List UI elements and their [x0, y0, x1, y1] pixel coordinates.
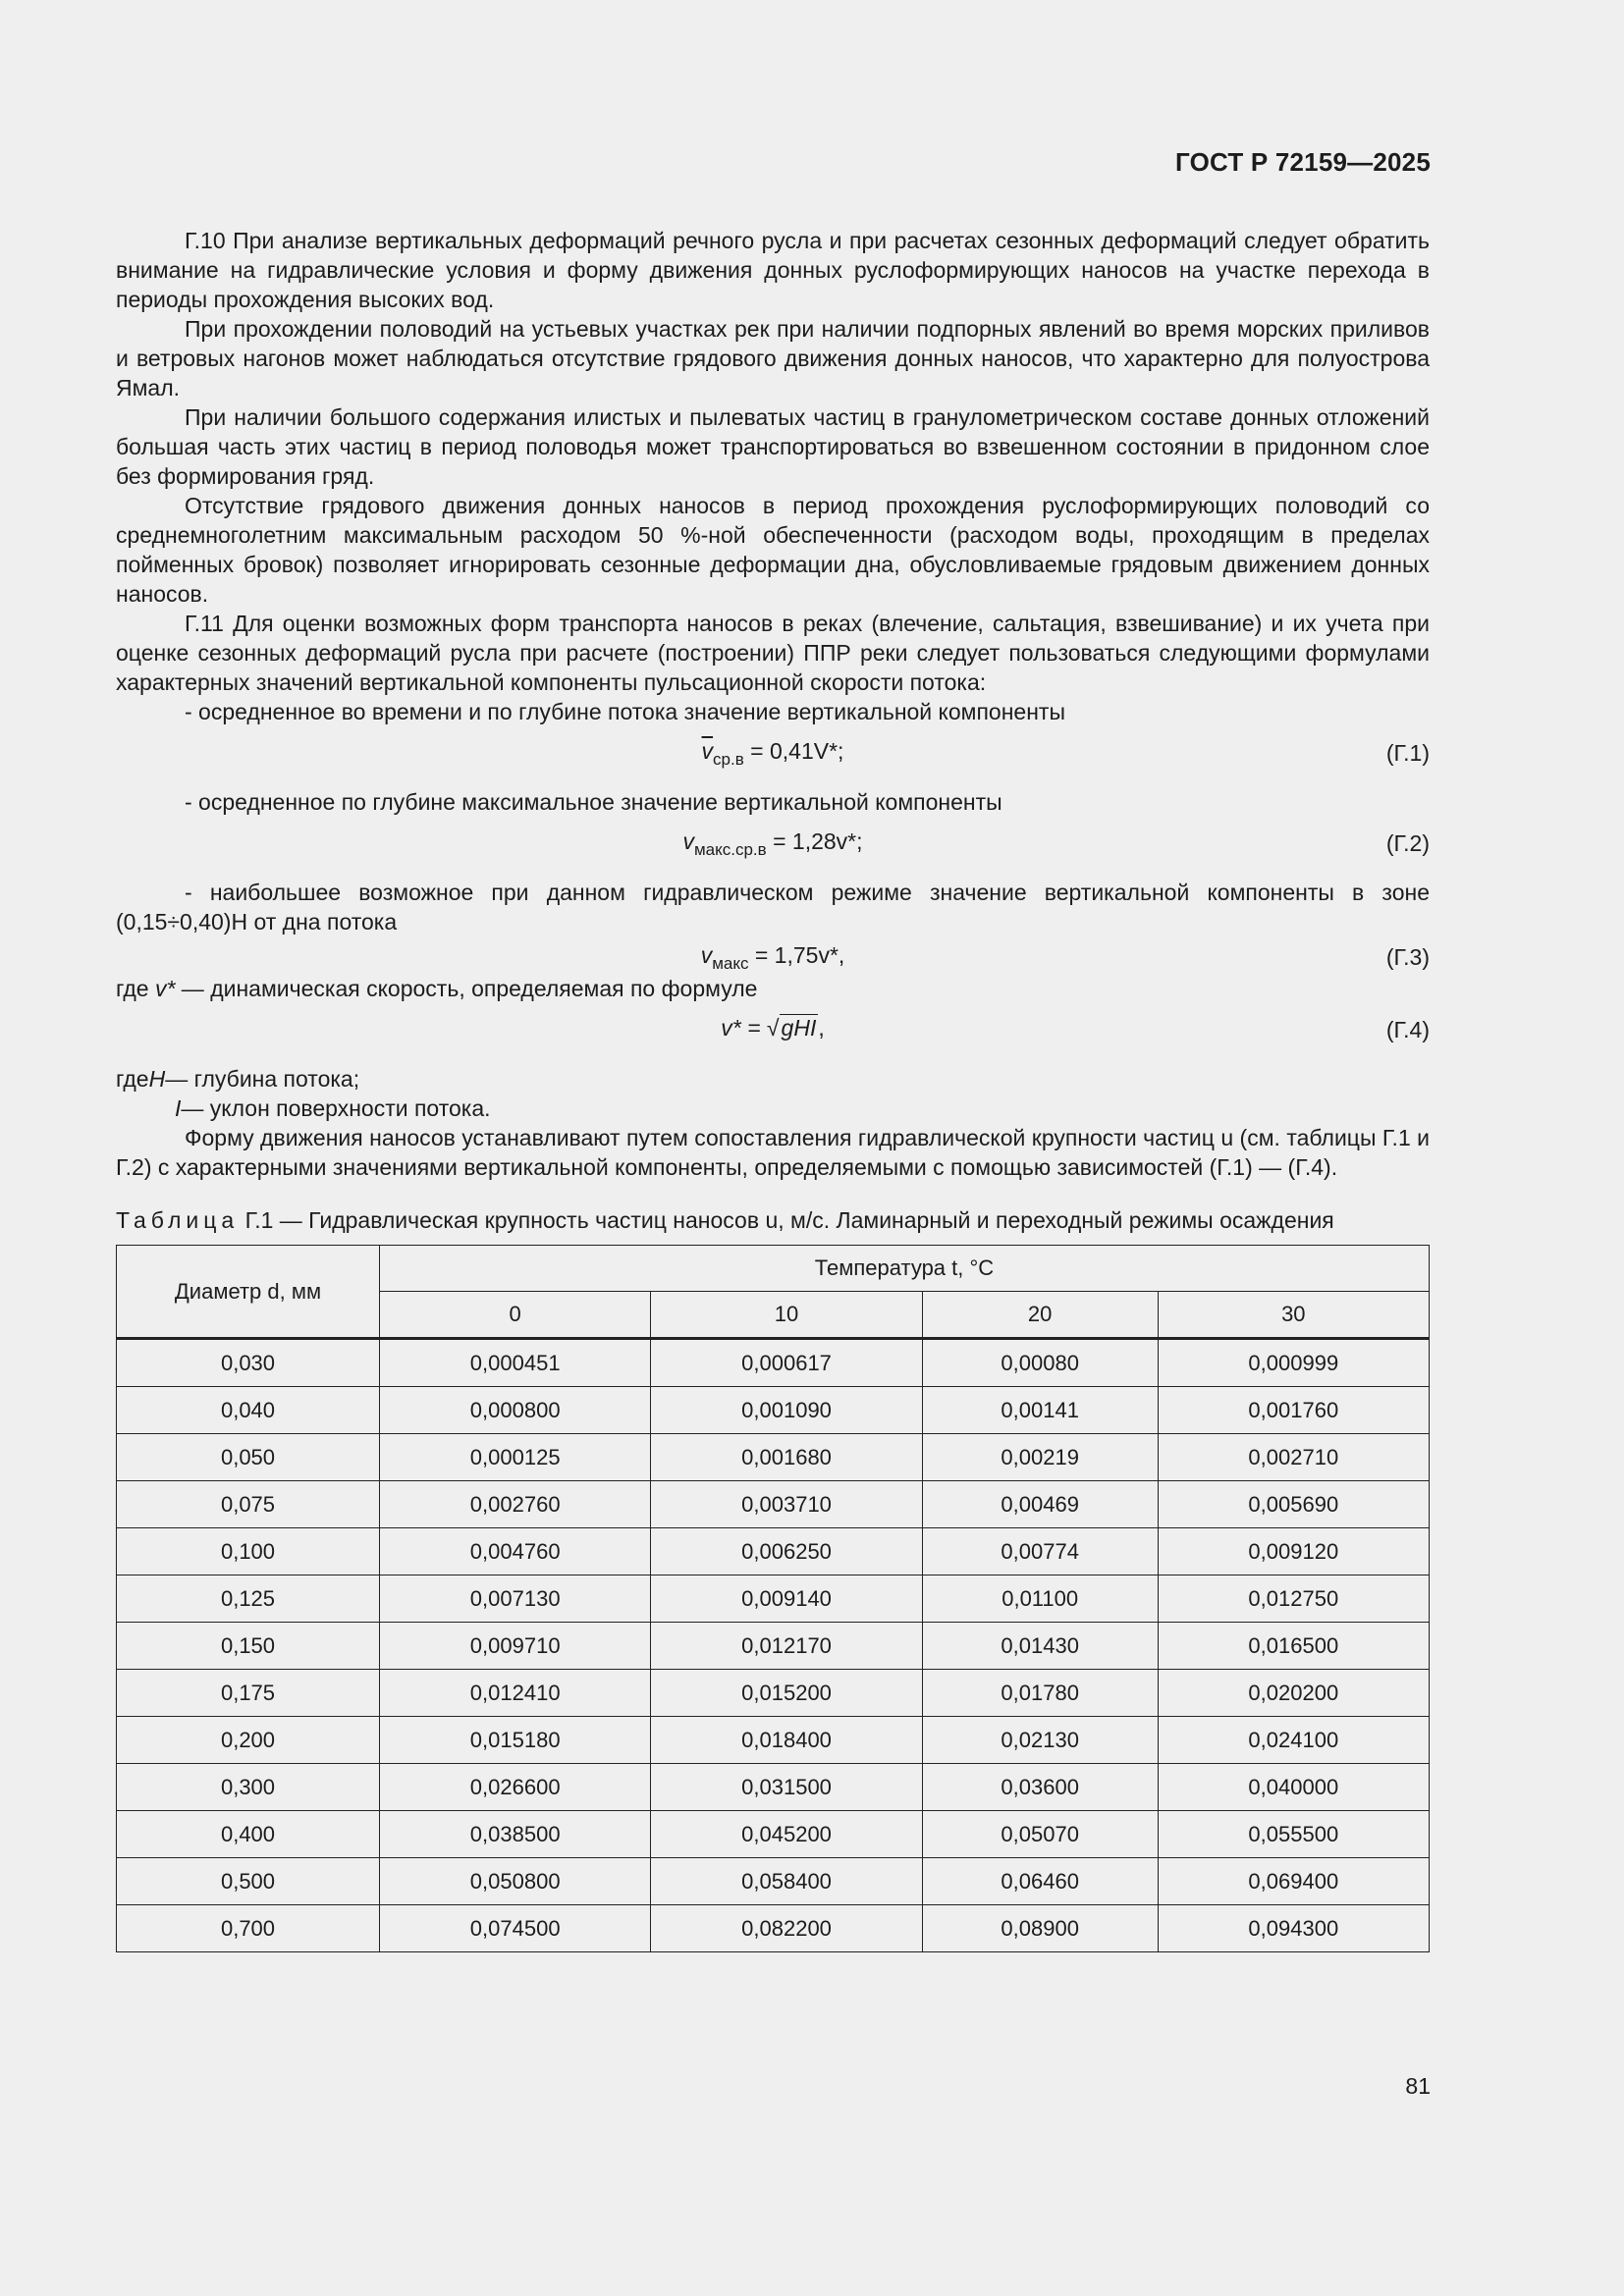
where-i: I — уклон поверхности потока.	[175, 1095, 491, 1121]
formula-g3-number: (Г.3)	[1385, 944, 1430, 970]
table-cell-velocity: 0,01780	[922, 1670, 1158, 1717]
table-cell-velocity: 0,058400	[651, 1858, 922, 1905]
table-row	[117, 1387, 1430, 1434]
table-cell-velocity: 0,01430	[922, 1623, 1158, 1670]
col-header-temp-20: 20	[922, 1292, 1158, 1339]
table-cell-velocity: 0,00080	[922, 1339, 1158, 1387]
formula-g1	[116, 732, 1430, 777]
table-cell-diameter: 0,200	[117, 1717, 380, 1764]
table-row	[117, 1858, 1430, 1905]
table-cell-velocity: 0,045200	[651, 1811, 922, 1858]
table-cell-velocity: 0,01100	[922, 1575, 1158, 1623]
table-row	[117, 1623, 1430, 1670]
table-cell-velocity: 0,001090	[651, 1387, 922, 1434]
table-cell-diameter: 0,040	[117, 1387, 380, 1434]
sqrt-sign: √	[766, 1015, 780, 1041]
table-cell-velocity: 0,069400	[1158, 1858, 1429, 1905]
table-cell-velocity: 0,003710	[651, 1481, 922, 1528]
table-cell-velocity: 0,024100	[1158, 1717, 1429, 1764]
table-cell-diameter: 0,400	[117, 1811, 380, 1858]
table-cell-velocity: 0,007130	[380, 1575, 651, 1623]
table-cell-velocity: 0,015200	[651, 1670, 922, 1717]
table-cell-velocity: 0,00469	[922, 1481, 1158, 1528]
table-cell-velocity: 0,02130	[922, 1717, 1158, 1764]
table-cell-velocity: 0,012750	[1158, 1575, 1429, 1623]
table-cell-diameter: 0,030	[117, 1339, 380, 1387]
formula-g3-sub: макс	[712, 954, 749, 973]
formula-g3-rhs: = 1,75v*,	[748, 942, 845, 968]
formula-g3	[116, 936, 1430, 973]
paragraph-silt: При наличии большого содержания илистых и пылеватых частиц в гранулометрическом составе донных отложений большая часть этих частиц в период половодья может транспортироваться во взвешенном состоянии в придонном слое без формирования гряд.	[116, 404, 1430, 489]
table-cell-diameter: 0,050	[117, 1434, 380, 1481]
formula-g3-lhs: v	[700, 942, 713, 968]
col-header-temperature: Температура t, °С	[380, 1246, 1430, 1292]
formula-g2-sub: макс.ср.в	[693, 840, 767, 859]
paragraph-no-ridges: Отсутствие грядового движения донных наносов в период прохождения руслоформирующих половодий со среднемноголетним максимальным расходом 50 %-ной обеспеченности (расходом воды, проходящим в пределах пойменных бровок) позволяет игнорировать сезонные деформации дна, обусловливаемые грядовым движением донных наносов.	[116, 493, 1430, 607]
bullet-mean-depth-max: - осредненное по глубине максимальное значение вертикальной компоненты	[185, 789, 1002, 815]
table-row	[117, 1764, 1430, 1811]
table-cell-velocity: 0,000999	[1158, 1339, 1429, 1387]
table-cell-diameter: 0,100	[117, 1528, 380, 1575]
formula-g1-sub: ср.в	[713, 750, 744, 769]
col-header-diameter: Диаметр d, мм	[117, 1246, 380, 1339]
formula-g4-radicand: gHI	[781, 1015, 817, 1041]
table-cell-velocity: 0,026600	[380, 1764, 651, 1811]
table-cell-velocity: 0,012170	[651, 1623, 922, 1670]
table-cell-diameter: 0,125	[117, 1575, 380, 1623]
table-cell-velocity: 0,012410	[380, 1670, 651, 1717]
table-cell-velocity: 0,002710	[1158, 1434, 1429, 1481]
formula-g4-number: (Г.4)	[1385, 1017, 1430, 1042]
table-cell-diameter: 0,175	[117, 1670, 380, 1717]
table-cell-velocity: 0,031500	[651, 1764, 922, 1811]
table-cell-velocity: 0,00774	[922, 1528, 1158, 1575]
table-cell-velocity: 0,009140	[651, 1575, 922, 1623]
table-cell-velocity: 0,00219	[922, 1434, 1158, 1481]
table-row	[117, 1811, 1430, 1858]
table-row	[117, 1528, 1430, 1575]
table-cell-velocity: 0,05070	[922, 1811, 1158, 1858]
table-cell-velocity: 0,001680	[651, 1434, 922, 1481]
col-header-temp-30: 30	[1158, 1292, 1429, 1339]
formula-g1-rhs: = 0,41V*;	[743, 738, 844, 764]
table-cell-diameter: 0,300	[117, 1764, 380, 1811]
table-cell-velocity: 0,000800	[380, 1387, 651, 1434]
table-body	[117, 1339, 1430, 1952]
formula-g4	[116, 1009, 1430, 1054]
table-cell-velocity: 0,055500	[1158, 1811, 1429, 1858]
paragraph-g11: Г.11 Для оценки возможных форм транспорта наносов в реках (влечение, сальтация, взвешивание) и их учета при оценке сезонных деформаций русла при расчете (построении) ППР реки следует пользоваться следующими формулами характерных значений вертикальной компоненты пульсационной скорости потока:	[116, 611, 1430, 695]
table-row	[117, 1670, 1430, 1717]
bullet-mean-time-depth: - осредненное во времени и по глубине потока значение вертикальной компоненты	[185, 699, 1065, 724]
table-row	[117, 1434, 1430, 1481]
table-cell-velocity: 0,094300	[1158, 1905, 1429, 1952]
table-caption	[116, 1205, 1430, 1235]
table-cell-velocity: 0,038500	[380, 1811, 651, 1858]
formula-g4-tail: ,	[818, 1015, 825, 1041]
table-cell-velocity: 0,009710	[380, 1623, 651, 1670]
table-cell-velocity: 0,08900	[922, 1905, 1158, 1952]
table-cell-velocity: 0,00141	[922, 1387, 1158, 1434]
table-cell-velocity: 0,015180	[380, 1717, 651, 1764]
where-dynamic-velocity: где v* — динамическая скорость, определяемая по формуле	[116, 976, 758, 1001]
where-definitions	[116, 1064, 1430, 1123]
table-cell-velocity: 0,018400	[651, 1717, 922, 1764]
formula-g4-lhs: v* =	[721, 1015, 767, 1041]
table-cell-diameter: 0,700	[117, 1905, 380, 1952]
table-cell-diameter: 0,075	[117, 1481, 380, 1528]
col-header-temp-10: 10	[651, 1292, 922, 1339]
table-row	[117, 1575, 1430, 1623]
document-code: ГОСТ Р 72159—2025	[1175, 147, 1431, 177]
table-cell-velocity: 0,000451	[380, 1339, 651, 1387]
page-number: 81	[1405, 2073, 1431, 2099]
table-caption-text: Г.1 — Гидравлическая крупность частиц наносов u, м/с. Ламинарный и переходный режимы осаждения	[239, 1207, 1334, 1233]
table-cell-velocity: 0,001760	[1158, 1387, 1429, 1434]
table-cell-velocity: 0,050800	[380, 1858, 651, 1905]
table-cell-diameter: 0,500	[117, 1858, 380, 1905]
formula-g2-lhs: v	[682, 828, 694, 854]
table-cell-velocity: 0,020200	[1158, 1670, 1429, 1717]
table-cell-velocity: 0,040000	[1158, 1764, 1429, 1811]
table-cell-diameter: 0,150	[117, 1623, 380, 1670]
table-caption-label: Таблица	[116, 1207, 240, 1233]
table-cell-velocity: 0,000125	[380, 1434, 651, 1481]
table-cell-velocity: 0,006250	[651, 1528, 922, 1575]
table-cell-velocity: 0,06460	[922, 1858, 1158, 1905]
table-cell-velocity: 0,016500	[1158, 1623, 1429, 1670]
table-cell-velocity: 0,009120	[1158, 1528, 1429, 1575]
table-cell-velocity: 0,074500	[380, 1905, 651, 1952]
table-row	[117, 1905, 1430, 1952]
formula-g2-rhs: = 1,28v*;	[766, 828, 863, 854]
table-cell-velocity: 0,082200	[651, 1905, 922, 1952]
formula-g1-lhs: $\overline{v}$	[701, 738, 714, 764]
table-cell-velocity: 0,000617	[651, 1339, 922, 1387]
formula-g2	[116, 823, 1430, 868]
table-row	[117, 1717, 1430, 1764]
formula-g1-number: (Г.1)	[1385, 740, 1430, 766]
settling-velocity-table	[116, 1245, 1430, 1952]
paragraph-form-movement: Форму движения наносов устанавливают путем сопоставления гидравлической крупности частиц u (см. таблицы Г.1 и Г.2) с характерными значениями вертикальной компоненты, определяемыми с помощью зависимостей (Г.1) — (Г.4).	[116, 1125, 1430, 1180]
table-row	[117, 1481, 1430, 1528]
col-header-temp-0: 0	[380, 1292, 651, 1339]
paragraph-floods: При прохождении половодий на устьевых участках рек при наличии подпорных явлений во время морских приливов и ветровых нагонов может наблюдаться отсутствие грядового движения донных наносов, что характерно для полуострова Ямал.	[116, 316, 1430, 400]
table-row	[117, 1339, 1430, 1387]
table-cell-velocity: 0,005690	[1158, 1481, 1429, 1528]
table-cell-velocity: 0,03600	[922, 1764, 1158, 1811]
table-cell-velocity: 0,004760	[380, 1528, 651, 1575]
table-cell-velocity: 0,002760	[380, 1481, 651, 1528]
bullet-max-possible: - наибольшее возможное при данном гидравлическом режиме значение вертикальной компоненты в зоне (0,15÷0,40)Н от дна потока	[116, 880, 1430, 934]
page-content	[116, 226, 1430, 1952]
formula-g2-number: (Г.2)	[1385, 830, 1430, 856]
paragraph-g10: Г.10 При анализе вертикальных деформаций речного русла и при расчетах сезонных деформаций следует обратить внимание на гидравлические условия и форму движения донных руслоформирующих наносов на участке перехода в периоды прохождения высоких вод.	[116, 228, 1430, 312]
where-h: где H — глубина потока;	[116, 1066, 360, 1092]
